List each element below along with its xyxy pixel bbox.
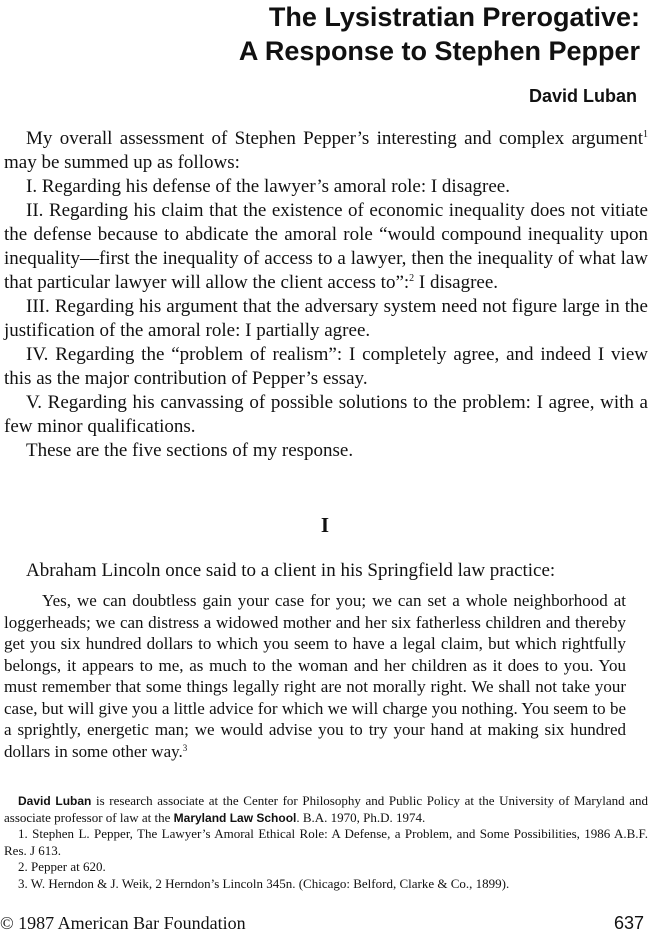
paragraph-3: II. Regarding his claim that the existence of economic inequality does not vitiate the defense because to abdicate the amoral role “would compound inequality upon inequality—first the inequality of access to a lawyer, then the inequality of what law that particular lawyer will allow the client access to”:$^2$ I disagree. <box>4 200 648 293</box>
section-heading: I <box>320 513 330 537</box>
paragraph-6: V. Regarding his canvassing of possible solutions to the problem: I agree, with a few minor qualifications. <box>4 392 648 437</box>
footnote-ref-2: 2 <box>409 273 415 284</box>
page-footer <box>0 913 644 933</box>
paragraph-1: My overall assessment of Stephen Pepper’s interesting and complex argument$^1$ may be summed up as follows: <box>4 128 648 173</box>
article-title <box>239 0 640 68</box>
copyright: © 1987 American Bar Foundation <box>0 913 246 933</box>
paragraph-4: III. Regarding his argument that the adversary system need not figure large in the justification of the amoral role: I partially agree. <box>4 296 648 341</box>
body-text <box>4 127 648 463</box>
bio-name: David Luban <box>18 794 92 808</box>
title-line-1: The Lysistratian Prerogative: <box>268 2 640 32</box>
footnotes <box>4 793 648 892</box>
block-quote: Yes, we can doubtless gain your case for you; we can set a whole neighborhood at loggerheads; we can distress a widowed mother and her six fatherless children and thereby get you six hundred dollars to which you seem to have a legal claim, but which rightfully belongs, it appears to me, as much to the woman and her children as it does to you. You must remember that some things legally right are not morally right. We shall not take your case, but will give you a little advice for which we will charge you nothing. You seem to be a sprightly, energetic man; we would advise you to try your hand at making six hundred dollars in some other way.$^3$ <box>4 591 626 761</box>
page-number: 637 <box>613 913 644 933</box>
footnote-ref-3: 3 <box>182 742 188 753</box>
footnote-2: 2. Pepper at 620. <box>18 859 106 874</box>
footnote-ref-1: 1 <box>643 129 648 140</box>
author-bio: David Luban is research associate at the Center for Philosophy and Public Policy at the University of Maryland and associate professor of law at the Maryland Law School. B.A. 1970, Ph.D. 1974. <box>4 793 648 825</box>
paragraph-5: IV. Regarding the “problem of realism”: I completely agree, and indeed I view this as the major contribution of Pepper’s essay. <box>4 344 648 389</box>
paragraph-7: These are the five sections of my response. <box>26 440 354 461</box>
footnote-1: 1. Stephen L. Pepper, The Lawyer’s Amoral Ethical Role: A Defense, a Problem, and Some Possibilities, 1986 A.B.F. Res. J 613. <box>4 826 648 858</box>
bio-school: Maryland Law School <box>173 810 297 825</box>
section-intro: Abraham Lincoln once said to a client in his Springfield law practice: <box>26 560 556 581</box>
title-line-2: A Response to Stephen Pepper <box>238 36 640 66</box>
paragraph-2: I. Regarding his defense of the lawyer’s amoral role: I disagree. <box>26 176 510 197</box>
footnote-3: 3. W. Herndon & J. Weik, 2 Herndon’s Lincoln 345n. (Chicago: Belford, Clarke & Co., 1899). <box>18 875 510 891</box>
author-name: David Luban <box>528 86 637 106</box>
